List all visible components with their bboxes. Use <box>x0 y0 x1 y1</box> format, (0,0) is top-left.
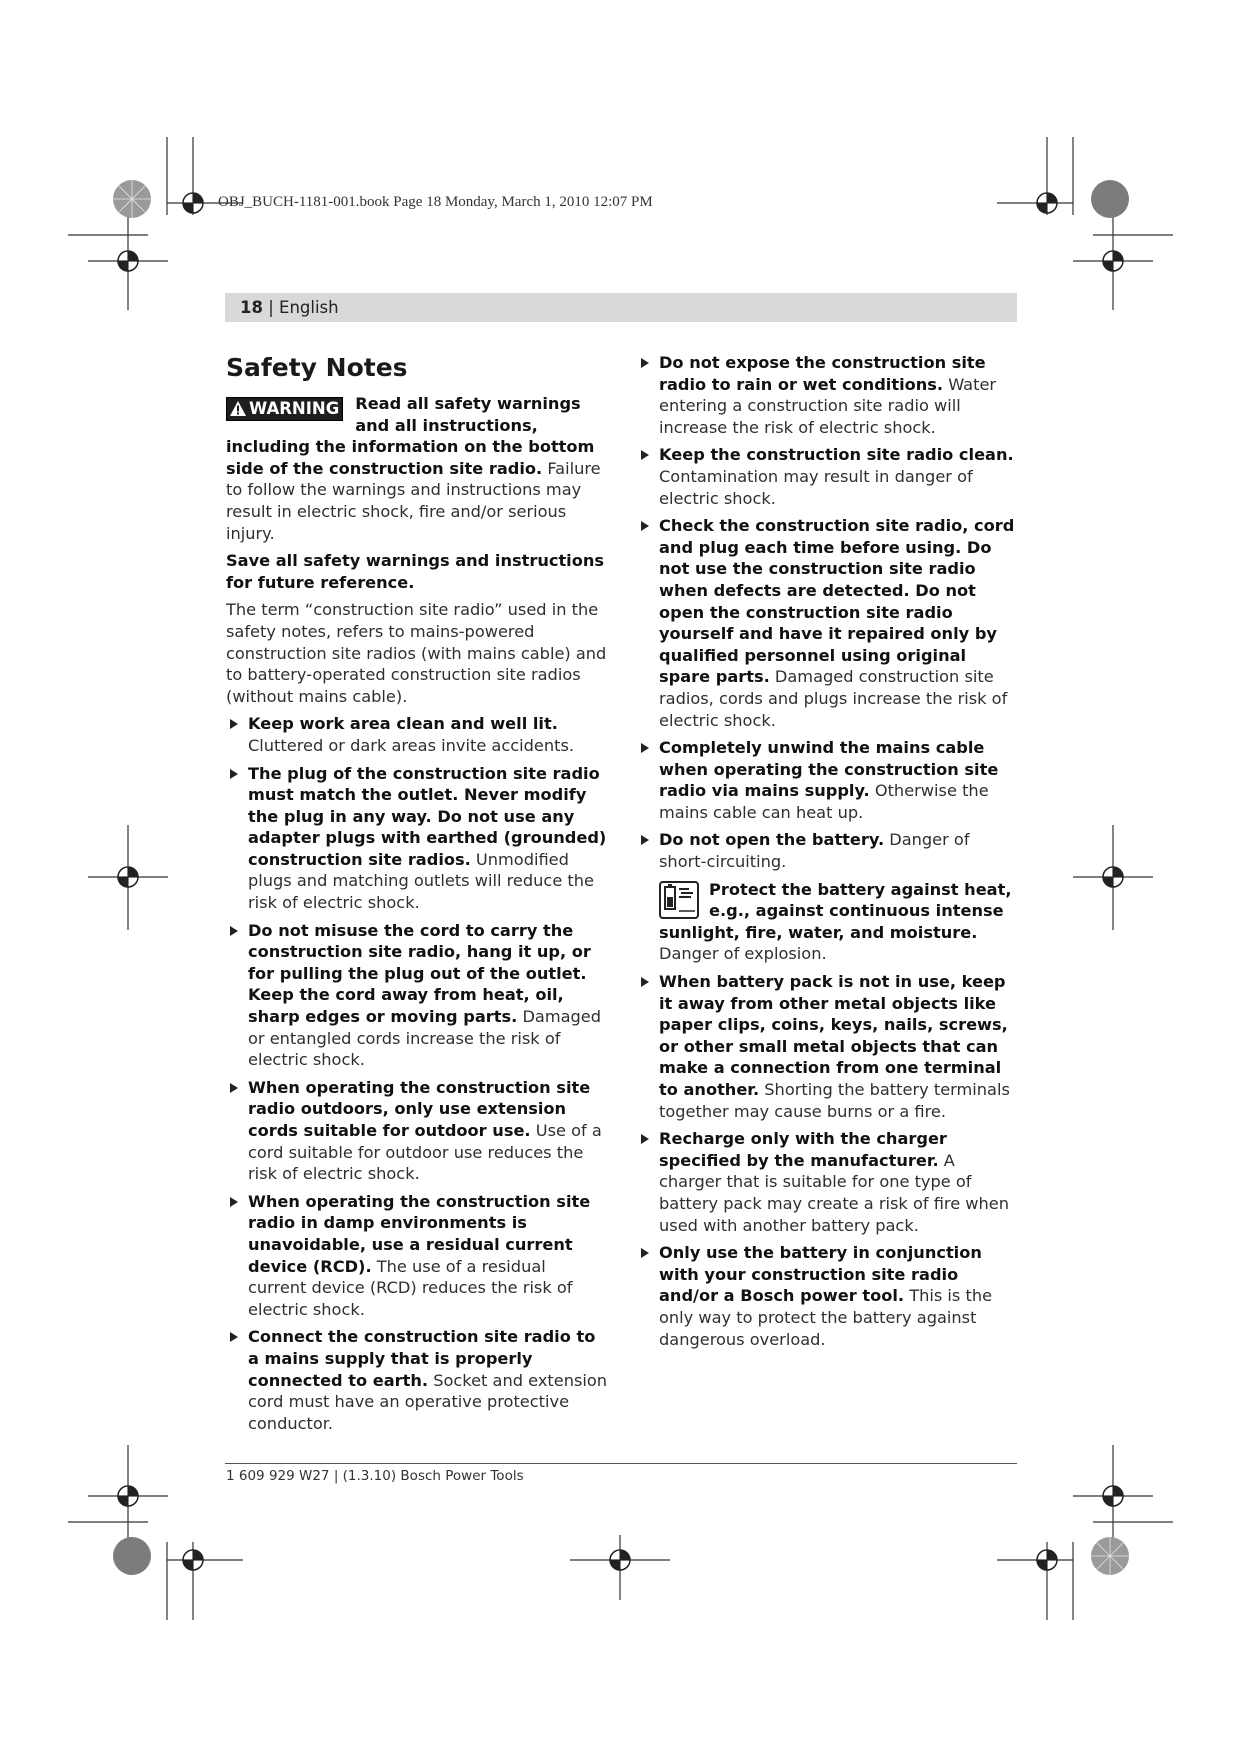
list-item-text: Unmodified plugs and matching outlets will reduce the risk of electric shock. <box>248 849 594 913</box>
list-item-bold: Keep the construction site radio clean. <box>659 445 1014 465</box>
list-item-text: Otherwise the mains cable can heat up. <box>659 781 989 822</box>
footer-rule <box>225 1463 1017 1464</box>
list-item-text: A charger that is suitable for one type of battery pack may create a risk of fire when used with another battery pack. <box>659 1150 1010 1235</box>
list-item <box>226 713 608 756</box>
triangle-bullet-icon <box>230 1083 238 1093</box>
triangle-bullet-icon <box>641 977 649 987</box>
list-item-text: Damaged or entangled cords increase the risk of electric shock. <box>248 1007 602 1070</box>
list-item-bold: Keep work area clean and well lit. <box>248 714 558 734</box>
triangle-bullet-icon <box>230 769 238 779</box>
list-item <box>637 971 1019 1122</box>
triangle-bullet-icon <box>230 1197 238 1207</box>
term-definition: The term “construction site radio” used in the safety notes, refers to mains-powered construction site radios (with mains cable) and to battery-operated construction site radios (without mains cable). <box>226 600 607 706</box>
list-item <box>637 1128 1019 1236</box>
list-item <box>637 1242 1019 1350</box>
list-item-text: Shorting the battery terminals together may cause burns or a fire. <box>659 1080 1010 1121</box>
list-item-text: Danger of short-circuiting. <box>659 830 970 872</box>
list-item <box>226 1326 608 1434</box>
triangle-bullet-icon <box>230 926 238 936</box>
list-item <box>637 737 1019 823</box>
list-item <box>226 763 608 914</box>
warning-text: Failure to follow the warnings and instructions may result in electric shock, fire and/or serious injury. <box>226 458 601 543</box>
header-language: English <box>279 298 339 317</box>
left-column <box>226 347 608 1440</box>
list-item-text: Socket and extension cord must have an operative protective conductor. <box>248 1370 608 1433</box>
save-instructions-text: Save all safety warnings and instructions for future reference. <box>226 551 605 592</box>
triangle-bullet-icon <box>641 450 649 460</box>
list-item-bold: Do not open the battery. <box>659 830 885 850</box>
list-item <box>637 829 1019 872</box>
page-header-band <box>225 293 1017 322</box>
list-item-text: This is the only way to protect the battery against dangerous overload. <box>659 1286 993 1349</box>
list-item <box>226 1077 608 1185</box>
list-item-bold: Do not misuse the cord to carry the construction site radio, hang it up, or for pulling the plug out of the outlet. Keep the cord away from heat, oil, sharp edges or moving parts. <box>248 920 591 1027</box>
list-item-text: Contamination may result in danger of electric shock. <box>659 466 973 508</box>
triangle-bullet-icon <box>641 1134 649 1144</box>
list-item-bold: When battery pack is not in use, keep it away from other metal objects like paper clips, coins, keys, nails, screws, or other small metal objects that can make a connection from one terminal to another. <box>659 972 1008 1099</box>
warning-triangle-icon <box>229 400 247 417</box>
heat-warning-note <box>637 879 1019 965</box>
list-item <box>637 444 1019 509</box>
list-item-text: Damaged construction site radios, cords and plugs increase the risk of electric shock. <box>659 667 1008 730</box>
print-slug: OBJ_BUCH-1181-001.book Page 18 Monday, March 1, 2010 12:07 PM <box>218 194 653 210</box>
list-item-bold: When operating the construction site radio outdoors, only use extension cords suitable for outdoor use. <box>248 1077 591 1140</box>
list-item-text: Use of a cord suitable for outdoor use reduces the risk of electric shock. <box>248 1121 602 1184</box>
save-instructions <box>226 550 608 593</box>
triangle-bullet-icon <box>641 743 649 753</box>
page-number: 18 <box>240 298 263 317</box>
list-item-text: Water entering a construction site radio will increase the risk of electric shock. <box>659 374 997 437</box>
list-item-bold: When operating the construction site radio in damp environments is unavoidable, use a residual current device (RCD). <box>248 1191 591 1276</box>
list-item-bold: Only use the battery in conjunction with your construction site radio and/or a Bosch power tool. <box>659 1243 982 1306</box>
triangle-bullet-icon <box>641 1248 649 1258</box>
list-item-bold: Check the construction site radio, cord and plug each time before using. Do not use the construction site radio when defects are detected. Do not open the construction site radio yourself and have it repaired only by qualified personnel using original spare parts. <box>659 516 1015 687</box>
heat-warning-bold: Protect the battery against heat, e.g., against continuous intense sunlight, fire, water, and moisture. <box>659 879 1012 942</box>
list-item-bold: The plug of the construction site radio must match the outlet. Never modify the plug in any way. Do not use any adapter plugs with earthed (grounded) construction site radios. <box>248 763 607 869</box>
header-separator: | <box>262 298 280 317</box>
list-item-text: The use of a residual current device (RCD) reduces the risk of electric shock. <box>248 1256 573 1319</box>
triangle-bullet-icon <box>641 358 649 368</box>
list-item-bold: Connect the construction site radio to a mains supply that is properly connected to earth. <box>248 1327 596 1390</box>
warning-label: WARNING <box>249 399 340 418</box>
warning-paragraph <box>226 393 608 544</box>
list-item-bold: Completely unwind the mains cable when operating the construction site radio via mains supply. <box>659 738 999 801</box>
battery-heat-icon <box>659 881 699 919</box>
warning-bold: Read all safety warnings and all instructions, including the information on the bottom side of the construction site radio. <box>226 394 595 478</box>
page-footer: 1 609 929 W27 | (1.3.10) Bosch Power Tools <box>226 1468 524 1484</box>
triangle-bullet-icon <box>641 521 649 531</box>
list-item-bold: Recharge only with the charger specified by the manufacturer. <box>659 1129 947 1170</box>
list-item <box>637 352 1019 438</box>
triangle-bullet-icon <box>230 719 238 729</box>
list-item-bold: Do not expose the construction site radio to rain or wet conditions. <box>659 353 986 394</box>
list-item <box>226 920 608 1071</box>
warning-badge <box>226 397 343 421</box>
list-item-text: Cluttered or dark areas invite accidents. <box>248 735 575 755</box>
right-column <box>637 352 1019 1356</box>
section-title: Safety Notes <box>226 353 408 382</box>
triangle-bullet-icon <box>641 835 649 845</box>
triangle-bullet-icon <box>230 1332 238 1342</box>
list-item <box>226 1191 608 1321</box>
list-item <box>637 515 1019 731</box>
heat-warning-text: Danger of explosion. <box>659 944 827 964</box>
